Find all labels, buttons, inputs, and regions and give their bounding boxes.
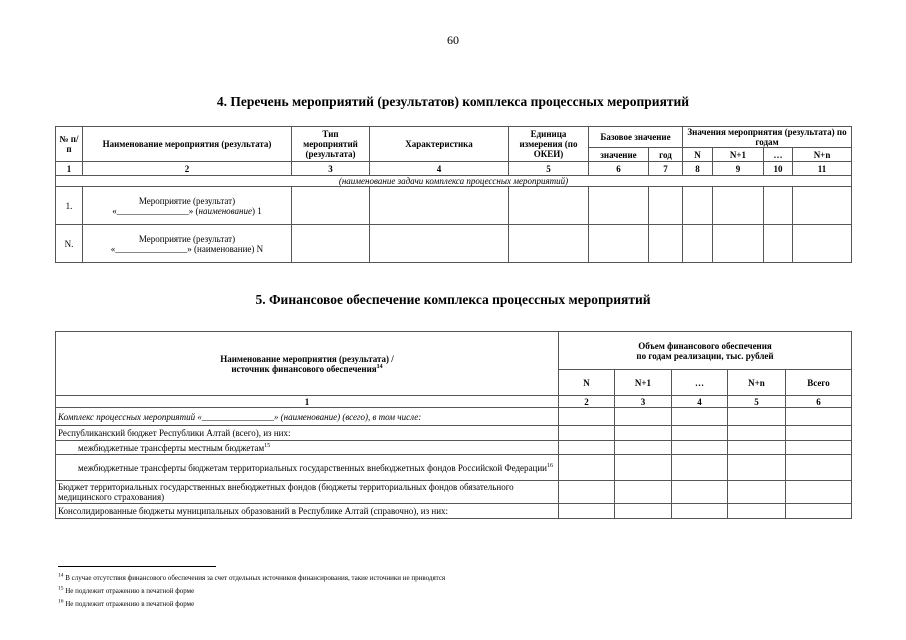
- table-row: [56, 481, 852, 504]
- footnote-separator: [58, 566, 216, 567]
- row-source-text: межбюджетные трансферты бюджетам территориальных государственных внебюджетных фондов Российской Федерации: [78, 462, 547, 473]
- row-name-line2: [85, 206, 289, 216]
- col-number: 3: [292, 162, 370, 176]
- row-name: [83, 225, 292, 263]
- header-volume-line1: Объем финансового обеспечения: [638, 340, 772, 351]
- footnote-text: В случае отсутствия финансового обеспечения за счет отдельных источников финансирования, такие источники не приводятся: [65, 574, 446, 582]
- col-number: 1: [56, 162, 83, 176]
- table-row: [56, 455, 852, 481]
- header-year-nn: N+n: [728, 370, 786, 396]
- header-years: Значения мероприятия (результата) по годам: [683, 127, 852, 148]
- footnote: [58, 600, 194, 608]
- row-name: [83, 187, 292, 225]
- footnote-text: Не подлежит отражению в печатной форме: [65, 587, 195, 595]
- header-name: Наименование мероприятия (результата): [83, 127, 292, 162]
- col-number: 2: [559, 396, 615, 408]
- header-year-dots: …: [764, 148, 793, 162]
- row-source: Консолидированные бюджеты муниципальных образований в Республике Алтай (справочно), из них:: [56, 504, 559, 519]
- row-name-line1: Мероприятие (результат): [138, 195, 236, 206]
- section-4-title: 4. Перечень мероприятий (результатов) комплекса процессных мероприятий: [216, 94, 690, 109]
- row-name-open: «________________» (: [112, 205, 199, 216]
- footnote-num: 15: [58, 585, 64, 592]
- row-source: Комплекс процессных мероприятий «________________» (наименование) (всего), в том числе:: [56, 408, 559, 426]
- footnote-num: 16: [58, 598, 64, 605]
- row-name-italic: наименование: [198, 205, 252, 216]
- row-source: [56, 441, 559, 455]
- header-type: Тип мероприятий (результата): [292, 127, 370, 162]
- col-number: 5: [728, 396, 786, 408]
- footnote: [58, 587, 194, 595]
- col-number: 9: [713, 162, 764, 176]
- header-year-dots: …: [672, 370, 728, 396]
- row-source: Бюджет территориальных государственных внебюджетных фондов (бюджеты территориальных фондов обязательного медицинского страхования): [56, 481, 559, 504]
- row-source-text: межбюджетные трансферты местным бюджетам: [78, 442, 265, 453]
- header-base-value: значение: [589, 148, 649, 162]
- col-number: 3: [615, 396, 672, 408]
- footnote: [58, 574, 445, 582]
- header-characteristic: Характеристика: [370, 127, 509, 162]
- row-source: [56, 455, 559, 481]
- header-unit: Единица измерения (по ОКЕИ): [509, 127, 589, 162]
- section-5-title: 5. Финансовое обеспечение комплекса процессных мероприятий: [255, 292, 651, 307]
- col-number: 8: [683, 162, 713, 176]
- header-year-n: N: [559, 370, 615, 396]
- header-year-n1: N+1: [713, 148, 764, 162]
- table-row: [56, 408, 852, 426]
- column-number-row: [56, 162, 852, 176]
- col-number: 4: [672, 396, 728, 408]
- header-base: Базовое значение: [589, 127, 683, 148]
- footnote-ref: 14: [376, 363, 383, 370]
- header-base-year: год: [649, 148, 683, 162]
- row-num: 1.: [56, 187, 83, 225]
- row-source: Республиканский бюджет Республики Алтай (всего), из них:: [56, 426, 559, 441]
- header-source-text: источник финансового обеспечения: [231, 363, 377, 374]
- row-name-line2: «________________» (наименование) N: [110, 243, 264, 254]
- col-number: 11: [793, 162, 852, 176]
- col-number: 4: [370, 162, 509, 176]
- footnote-ref: 15: [264, 442, 271, 449]
- activities-table: [55, 126, 852, 263]
- header-source-line1: Наименование мероприятия (результата) /: [220, 353, 394, 364]
- col-number: 6: [786, 396, 852, 408]
- table-row: [56, 441, 852, 455]
- header-source: [56, 332, 559, 396]
- table-row: [56, 504, 852, 519]
- header-num: № п/п: [56, 127, 83, 162]
- row-name-line1: Мероприятие (результат): [138, 233, 236, 244]
- header-source-line2: [58, 364, 556, 374]
- col-number: 10: [764, 162, 793, 176]
- col-number: 6: [589, 162, 649, 176]
- page-number: 60: [447, 33, 459, 47]
- table-row: [56, 187, 852, 225]
- row-name-close: ) 1: [251, 205, 262, 216]
- footnote-ref: 16: [547, 462, 553, 469]
- header-total: Всего: [786, 370, 852, 396]
- header-year-nn: N+n: [793, 148, 852, 162]
- footnote-num: 14: [58, 572, 64, 579]
- header-year-n: N: [683, 148, 713, 162]
- col-number: 2: [83, 162, 292, 176]
- row-num: N.: [56, 225, 83, 263]
- column-number-row: [56, 396, 852, 408]
- col-number: 1: [56, 396, 559, 408]
- col-number: 5: [509, 162, 589, 176]
- header-year-n1: N+1: [615, 370, 672, 396]
- task-row: (наименование задачи комплекса процессных мероприятий): [56, 176, 852, 187]
- footnote-text: Не подлежит отражению в печатной форме: [65, 600, 195, 608]
- table-row: [56, 225, 852, 263]
- table-row: [56, 426, 852, 441]
- financing-table: [55, 331, 852, 519]
- col-number: 7: [649, 162, 683, 176]
- header-volume-line2: по годам реализации, тыс. рублей: [636, 350, 774, 361]
- header-volume: [559, 332, 852, 370]
